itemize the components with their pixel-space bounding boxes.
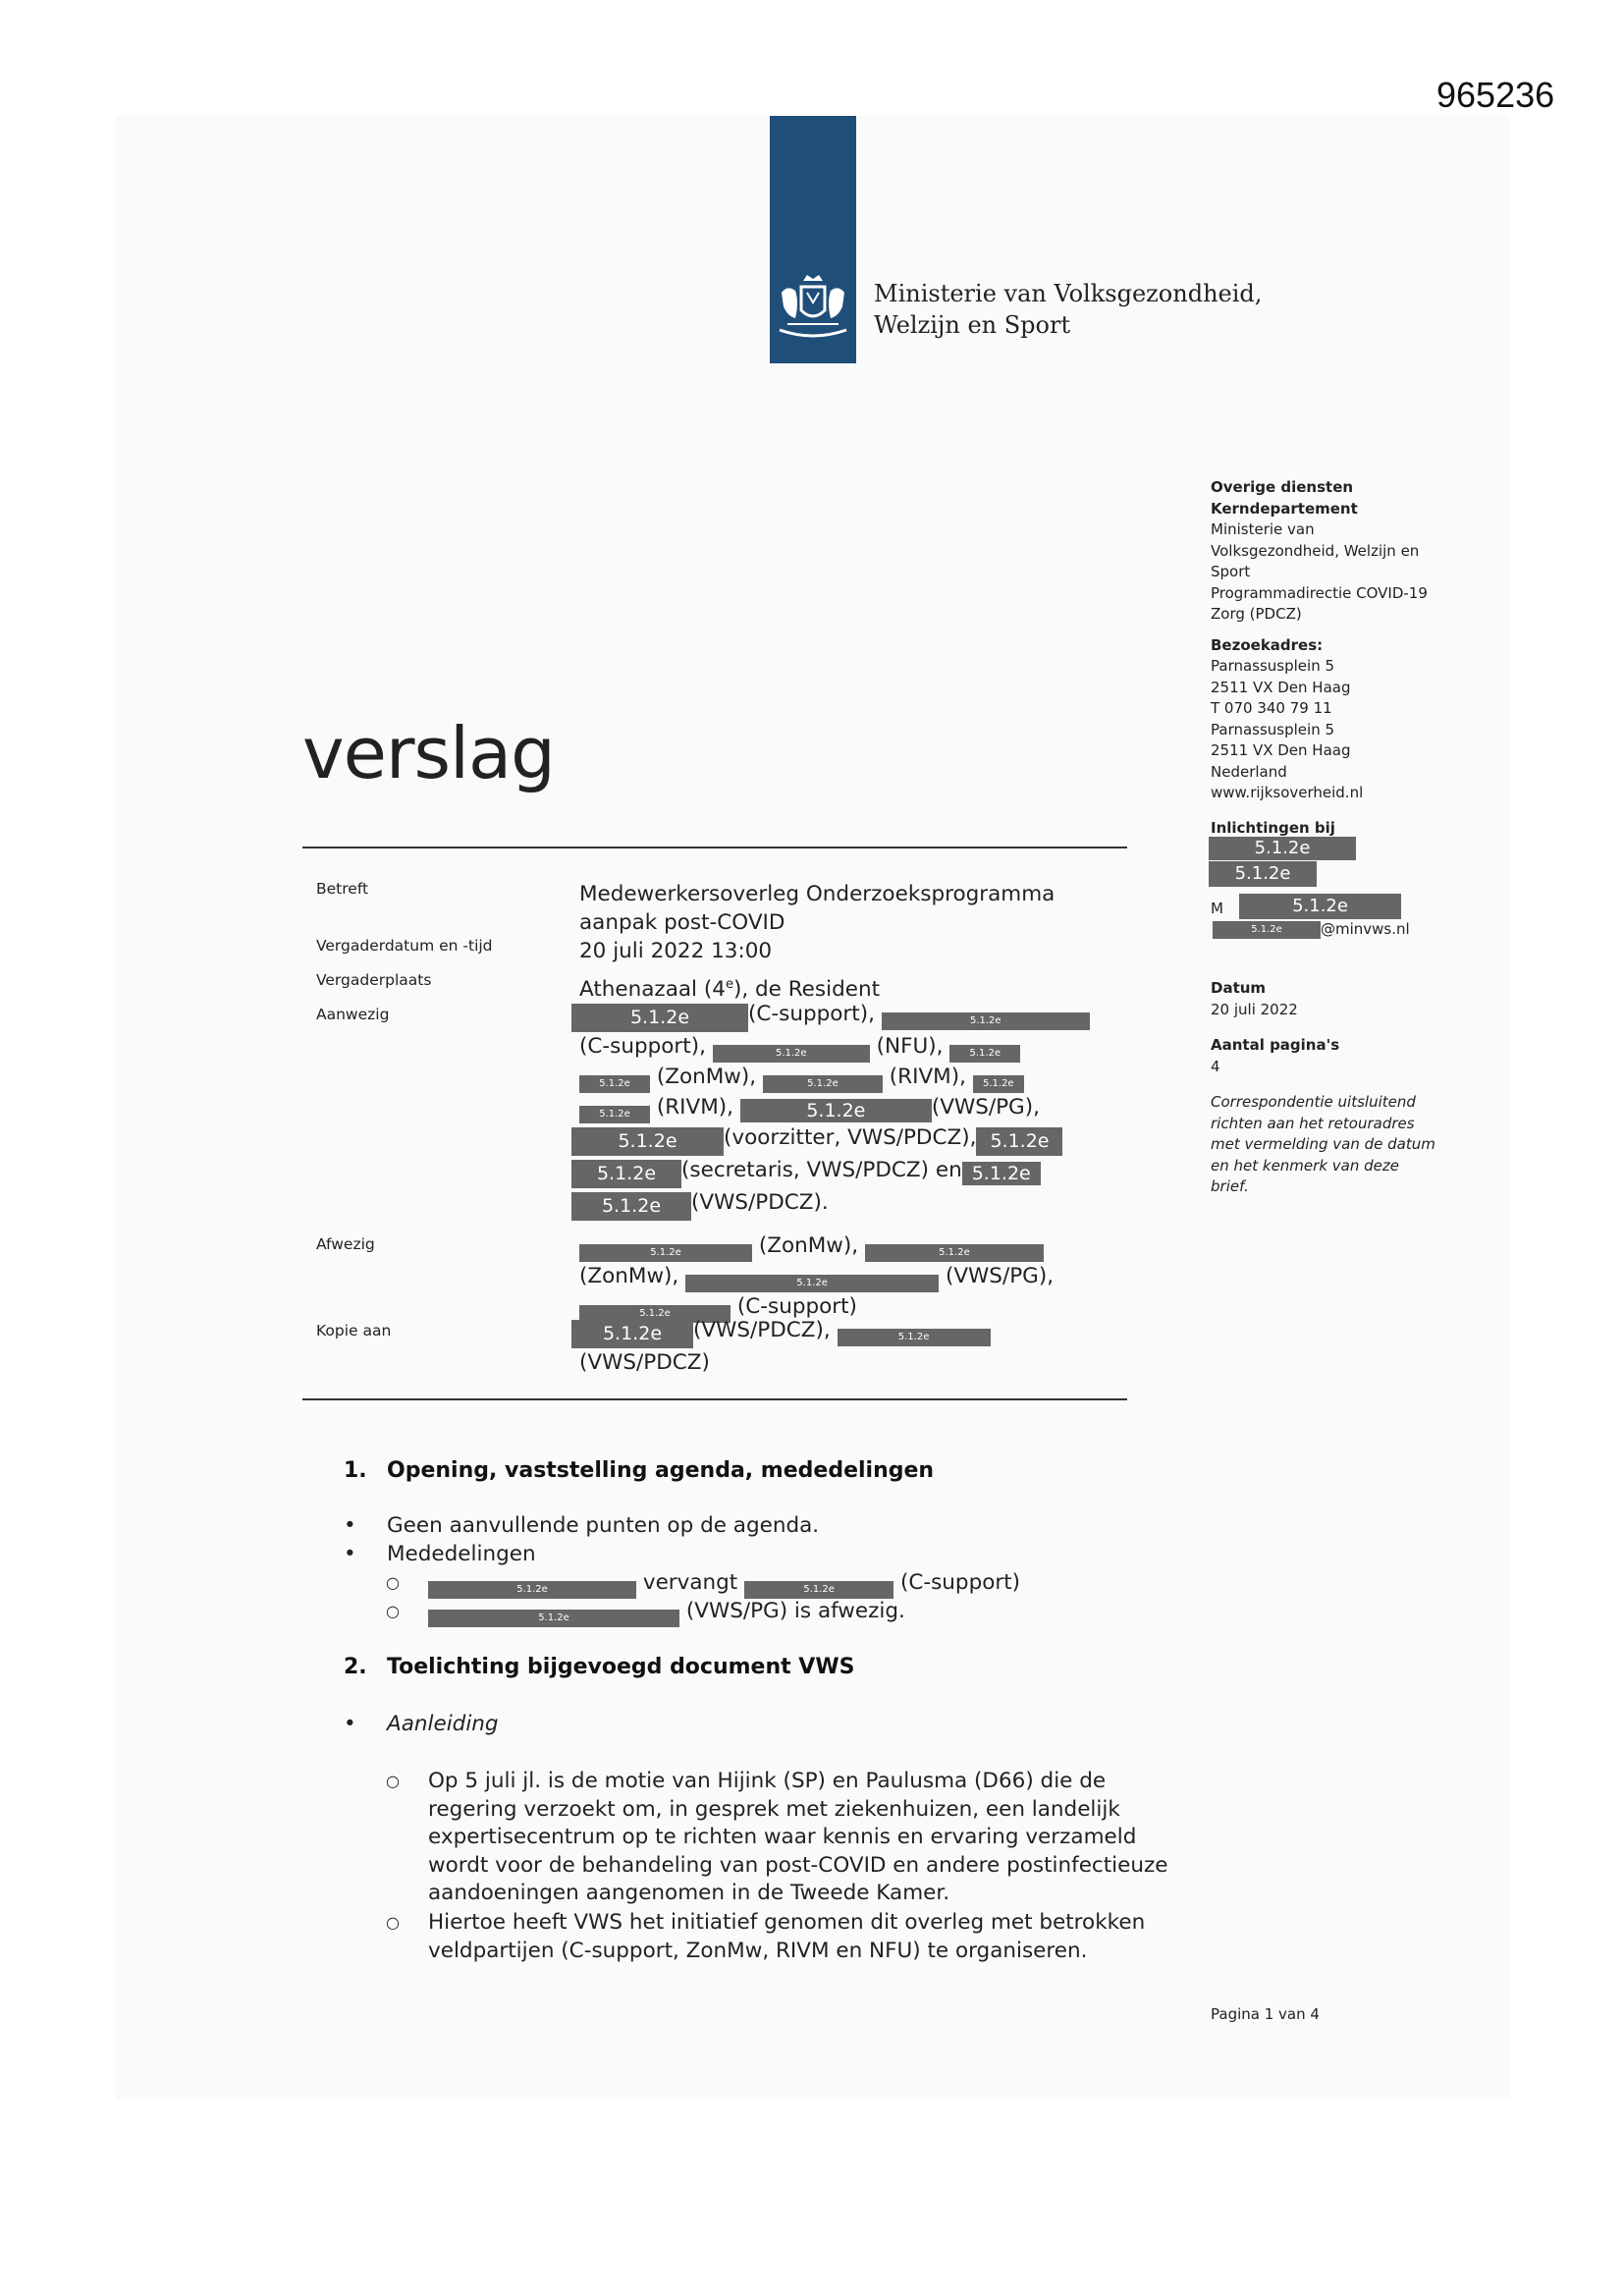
org-text: (ZonMw), — [579, 1264, 679, 1288]
section-title: Opening, vaststelling agenda, mededelingen — [387, 1458, 935, 1483]
page-number: Pagina 1 van 4 — [1211, 2005, 1320, 2023]
org-text: (secretaris, VWS/PDCZ) en — [681, 1158, 962, 1182]
date-value: 20 juli 2022 — [1211, 1000, 1298, 1018]
document-title: verslag — [302, 712, 555, 794]
note-line: met vermelding van de datum — [1211, 1135, 1435, 1153]
bullet-text: Mededelingen — [387, 1542, 536, 1566]
text-line: Op 5 juli jl. is de motie van Hijink (SP) en Paulusma (D66) die de — [428, 1769, 1107, 1793]
sub-bullet-text — [428, 1909, 1214, 1965]
hollow-circle-icon: ○ — [386, 1772, 400, 1790]
org-line: Zorg (PDCZ) — [1211, 605, 1302, 623]
sub-bullet-item — [386, 1768, 1201, 1910]
bottom-divider — [302, 1398, 1127, 1400]
pages-value: 4 — [1211, 1057, 1220, 1075]
inline-text: (C-support) — [899, 1570, 1021, 1595]
org-text: (VWS/PDCZ) — [579, 1350, 710, 1375]
hollow-circle-icon: ○ — [386, 1573, 400, 1592]
redaction-block: 5.1.2e — [882, 1012, 1090, 1030]
betreft-line: aanpak post-COVID — [579, 910, 785, 935]
pages-heading: Aantal pagina's — [1211, 1036, 1340, 1054]
sub-bullet-text — [428, 1569, 1214, 1599]
redaction-block: 5.1.2e — [713, 1045, 870, 1063]
date-heading: Datum — [1211, 979, 1267, 997]
org-text: (VWS/PG), — [931, 1095, 1040, 1120]
redaction-block: 5.1.2e — [571, 1160, 681, 1188]
org-text: (NFU), — [876, 1034, 944, 1059]
datum-value: 20 juli 2022 13:00 — [579, 939, 773, 963]
redaction-block: 5.1.2e — [744, 1581, 893, 1599]
visit-line: T 070 340 79 11 — [1211, 699, 1332, 717]
org-text: (RIVM), — [889, 1065, 966, 1089]
bullet-icon: • — [344, 1712, 356, 1736]
redaction-block: 5.1.2e — [579, 1106, 650, 1123]
org-text: (VWS/PDCZ). — [691, 1190, 829, 1215]
ministry-line-2: Welzijn en Sport — [874, 311, 1071, 339]
plaats-superscript: e — [725, 977, 733, 992]
redaction-block: 5.1.2e — [976, 1127, 1062, 1156]
kopie-value — [571, 1316, 1141, 1377]
redaction-block: 5.1.2e — [571, 1127, 724, 1156]
redaction-block: 5.1.2e — [1209, 861, 1317, 887]
section-number: 1. — [344, 1458, 367, 1483]
visit-line: Parnassusplein 5 — [1211, 657, 1335, 675]
text-line: wordt voor de behandeling van post-COVID en andere postinfectieuze — [428, 1852, 1168, 1878]
note-line: en het kenmerk van deze — [1211, 1156, 1399, 1175]
redaction-block: 5.1.2e — [962, 1162, 1041, 1185]
sub-bullet-text — [428, 1768, 1214, 1908]
visit-line: www.rijksoverheid.nl — [1211, 784, 1364, 801]
aanwezig-label: Aanwezig — [316, 1006, 390, 1023]
bullet-text: Geen aanvullende punten op de agenda. — [387, 1513, 820, 1538]
redaction-block: 5.1.2e — [1239, 894, 1401, 919]
redaction-block: 5.1.2e — [571, 1004, 748, 1032]
note-line: brief. — [1211, 1177, 1249, 1195]
top-divider — [302, 847, 1127, 848]
visit-line: Nederland — [1211, 762, 1287, 781]
redaction-block: 5.1.2e — [428, 1610, 679, 1627]
sub-bullet-item — [386, 1569, 1201, 1598]
org-line: Volksgezondheid, Welzijn en — [1211, 541, 1420, 560]
bullet-text: Aanleiding — [387, 1712, 499, 1736]
redaction-block: 5.1.2e — [1213, 921, 1321, 939]
text-line: Hiertoe heeft VWS het initiatief genomen dit overleg met betrokken — [428, 1910, 1146, 1935]
org-heading-1: Overige diensten — [1211, 478, 1354, 496]
note-line: Correspondentie uitsluitend — [1211, 1093, 1416, 1111]
email-suffix: @minvws.nl — [1321, 920, 1410, 938]
section-number: 2. — [344, 1655, 367, 1679]
afwezig-label: Afwezig — [316, 1235, 375, 1253]
betreft-line: Medewerkersoverleg Onderzoeksprogramma — [579, 882, 1056, 906]
document-number: 965236 — [1436, 75, 1555, 115]
redaction-block: 5.1.2e — [740, 1099, 932, 1122]
text-line: regering verzoekt om, in gesprek met ziekenhuizen, een landelijk — [428, 1796, 1120, 1822]
redaction-block: 5.1.2e — [428, 1581, 636, 1599]
org-text: (VWS/PG), — [945, 1264, 1055, 1288]
section-1-heading — [344, 1458, 934, 1483]
org-line: Sport — [1211, 563, 1251, 580]
ministry-name — [874, 278, 1262, 341]
redaction-block: 5.1.2e — [685, 1275, 939, 1292]
hollow-circle-icon: ○ — [386, 1602, 400, 1620]
redaction-block: 5.1.2e — [865, 1244, 1044, 1262]
redaction-block: 5.1.2e — [571, 1320, 693, 1348]
redaction-block: 5.1.2e — [973, 1075, 1024, 1093]
org-text: (VWS/PDCZ), — [693, 1318, 831, 1342]
org-text: (ZonMw), — [758, 1233, 859, 1258]
visit-line: 2511 VX Den Haag — [1211, 741, 1351, 759]
inline-text: (VWS/PG) is afwezig. — [685, 1599, 905, 1623]
redaction-block: 5.1.2e — [838, 1329, 991, 1346]
plaats-label: Vergaderplaats — [316, 971, 432, 989]
visit-line: 2511 VX Den Haag — [1211, 678, 1351, 696]
org-line: Programmadirectie COVID-19 — [1211, 583, 1428, 602]
text-line: expertisecentrum op te richten waar kennis en ervaring verzameld — [428, 1825, 1137, 1849]
org-text: (C-support), — [748, 1002, 875, 1026]
ministry-line-1: Ministerie van Volksgezondheid, — [874, 280, 1263, 307]
betreft-value — [579, 880, 1129, 937]
org-heading-2: Kerndepartement — [1211, 499, 1358, 518]
kopie-label: Kopie aan — [316, 1322, 392, 1339]
org-text: (C-support) — [736, 1294, 857, 1319]
phone-prefix: M — [1211, 900, 1223, 917]
text-line: veldpartijen (C-support, ZonMw, RIVM en NFU) te organiseren. — [428, 1938, 1088, 1963]
redaction-block: 5.1.2e — [579, 1244, 752, 1262]
redaction-block: 5.1.2e — [763, 1075, 883, 1093]
org-text: (RIVM), — [656, 1095, 733, 1120]
royal-coat-of-arms-icon — [774, 273, 852, 342]
text-line: aandoeningen aangenomen in de Tweede Kamer. — [428, 1881, 950, 1905]
info-heading: Inlichtingen bij — [1211, 819, 1335, 837]
sender-block — [1211, 477, 1428, 804]
bullet-item — [344, 1512, 819, 1541]
bullet-item — [344, 1541, 536, 1569]
plaats-text: ), de Resident — [732, 977, 881, 1003]
section-title: Toelichting bijgevoegd document VWS — [387, 1655, 855, 1679]
redaction-block: 5.1.2e — [579, 1305, 731, 1323]
inline-text: vervangt — [642, 1570, 738, 1595]
bullet-icon: • — [344, 1542, 356, 1566]
sub-bullet-item — [386, 1909, 1201, 1966]
bullet-item — [344, 1711, 499, 1739]
redaction-block: 5.1.2e — [571, 1192, 691, 1221]
bullet-icon: • — [344, 1513, 356, 1538]
datum-label: Vergaderdatum en -tijd — [316, 937, 493, 955]
hollow-circle-icon: ○ — [386, 1913, 400, 1932]
sub-bullet-text — [428, 1598, 1214, 1627]
redaction-block: 5.1.2e — [1209, 837, 1356, 860]
visit-heading: Bezoekadres: — [1211, 635, 1324, 654]
note-line: richten aan het retouradres — [1211, 1114, 1415, 1132]
betreft-label: Betreft — [316, 880, 369, 898]
org-text: (voorzitter, VWS/PDCZ), — [724, 1125, 977, 1150]
redaction-block: 5.1.2e — [579, 1075, 650, 1093]
redaction-block: 5.1.2e — [949, 1045, 1020, 1063]
plaats-text: Athenazaal (4 — [579, 977, 726, 1003]
date-block — [1211, 978, 1435, 1198]
sub-bullet-item — [386, 1598, 1201, 1626]
visit-line: Parnassusplein 5 — [1211, 720, 1335, 738]
aanwezig-value — [571, 1000, 1141, 1221]
org-text: (C-support), — [579, 1034, 706, 1059]
section-2-heading — [344, 1655, 854, 1679]
afwezig-value — [579, 1231, 1129, 1323]
org-text: (ZonMw), — [656, 1065, 757, 1089]
org-line: Ministerie van — [1211, 520, 1315, 538]
